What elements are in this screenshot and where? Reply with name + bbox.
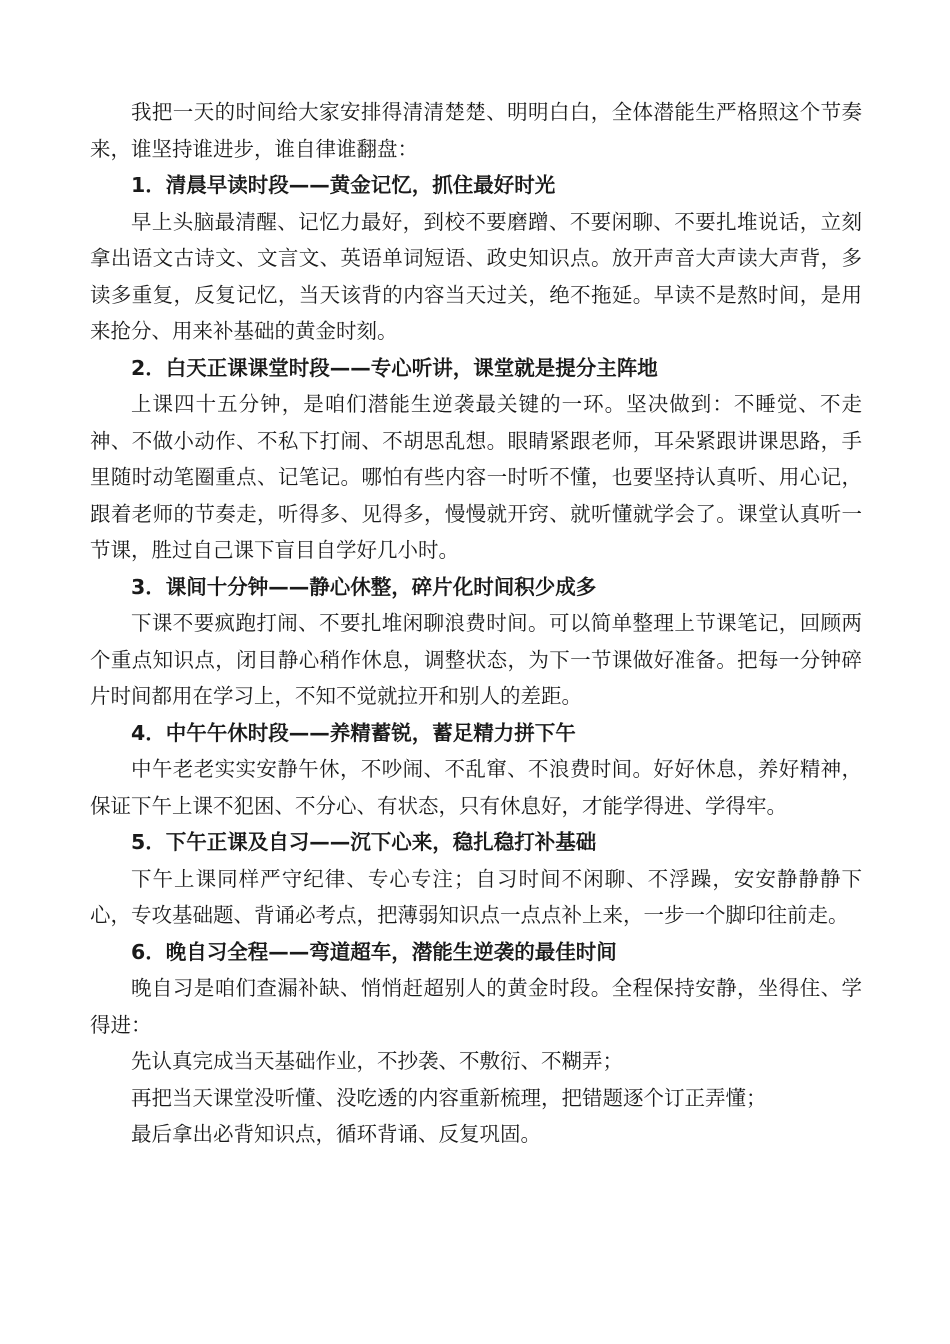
section-body: 上课四十五分钟，是咱们潜能生逆袭最关键的一环。坚决做到：不睡觉、不走神、不做小动作、不私下打闹、不胡思乱想。眼睛紧跟老师，耳朵紧跟讲课思路，手里随时动笔圈重点、记笔记。哪怕有些内容一时听不懂，也要坚持认真听、用心记，跟着老师的节奏走，听得多、见得多，慢慢就开窍、就听懂就学会了。课堂认真听一节课，胜过自己课下盲目自学好几小时。 — [90, 392, 862, 562]
section-heading: 1．清晨早读时段——黄金记忆，抓住最好时光 — [131, 173, 556, 197]
section-heading: 6．晚自习全程——弯道超车，潜能生逆袭的最佳时间 — [131, 939, 617, 964]
section-heading: 2．白天正课课堂时段——专心听讲，课堂就是提分主阵地 — [131, 355, 658, 380]
step-item: 先认真完成当天基础作业，不抄袭、不敷衍、不糊弄； — [131, 1049, 623, 1073]
section-body: 中午老老实实安静午休，不吵闹、不乱窜、不浪费时间。好好休息，养好精神，保证下午上课不犯困、不分心、有状态，只有休息好，才能学得进、学得牢。 — [90, 757, 862, 818]
section-heading: 3．课间十分钟——静心休整，碎片化时间积少成多 — [131, 574, 597, 599]
section-heading: 5．下午正课及自习——沉下心来，稳扎稳打补基础 — [131, 830, 597, 854]
intro-paragraph: 我把一天的时间给大家安排得清清楚楚、明明白白，全体潜能生严格照这个节奏来，谁坚持谁进步，谁自律谁翻盘： — [90, 100, 862, 161]
section-body: 下午上课同样严守纪律、专心专注；自习时间不闲聊、不浮躁，安安静静静下心，专攻基础题、背诵必考点，把薄弱知识点一点点补上来，一步一个脚印往前走。 — [90, 866, 862, 927]
section-body: 晚自习是咱们查漏补缺、悄悄赶超别人的黄金时段。全程保持安静，坐得住、学得进： — [90, 976, 862, 1037]
step-item: 最后拿出必背知识点，循环背诵、反复巩固。 — [131, 1122, 541, 1146]
document-page — [90, 94, 862, 1153]
step-item: 再把当天课堂没听懂、没吃透的内容重新梳理，把错题逐个订正弄懂； — [131, 1085, 767, 1110]
section-body: 下课不要疯跑打闹、不要扎堆闲聊浪费时间。可以简单整理上节课笔记，回顾两个重点知识点，闭目静心稍作休息，调整状态，为下一节课做好准备。把每一分钟碎片时间都用在学习上，不知不觉就拉开和别人的差距。 — [90, 611, 862, 708]
section-heading: 4．中午午休时段——养精蓄锐，蓄足精力拼下午 — [131, 720, 576, 745]
section-body: 早上头脑最清醒、记忆力最好，到校不要磨蹭、不要闲聊、不要扎堆说话，立刻拿出语文古诗文、文言文、英语单词短语、政史知识点。放开声音大声读大声背，多读多重复，反复记忆，当天该背的内容当天过关，绝不拖延。早读不是熬时间，是用来抢分、用来补基础的黄金时刻。 — [90, 209, 862, 343]
